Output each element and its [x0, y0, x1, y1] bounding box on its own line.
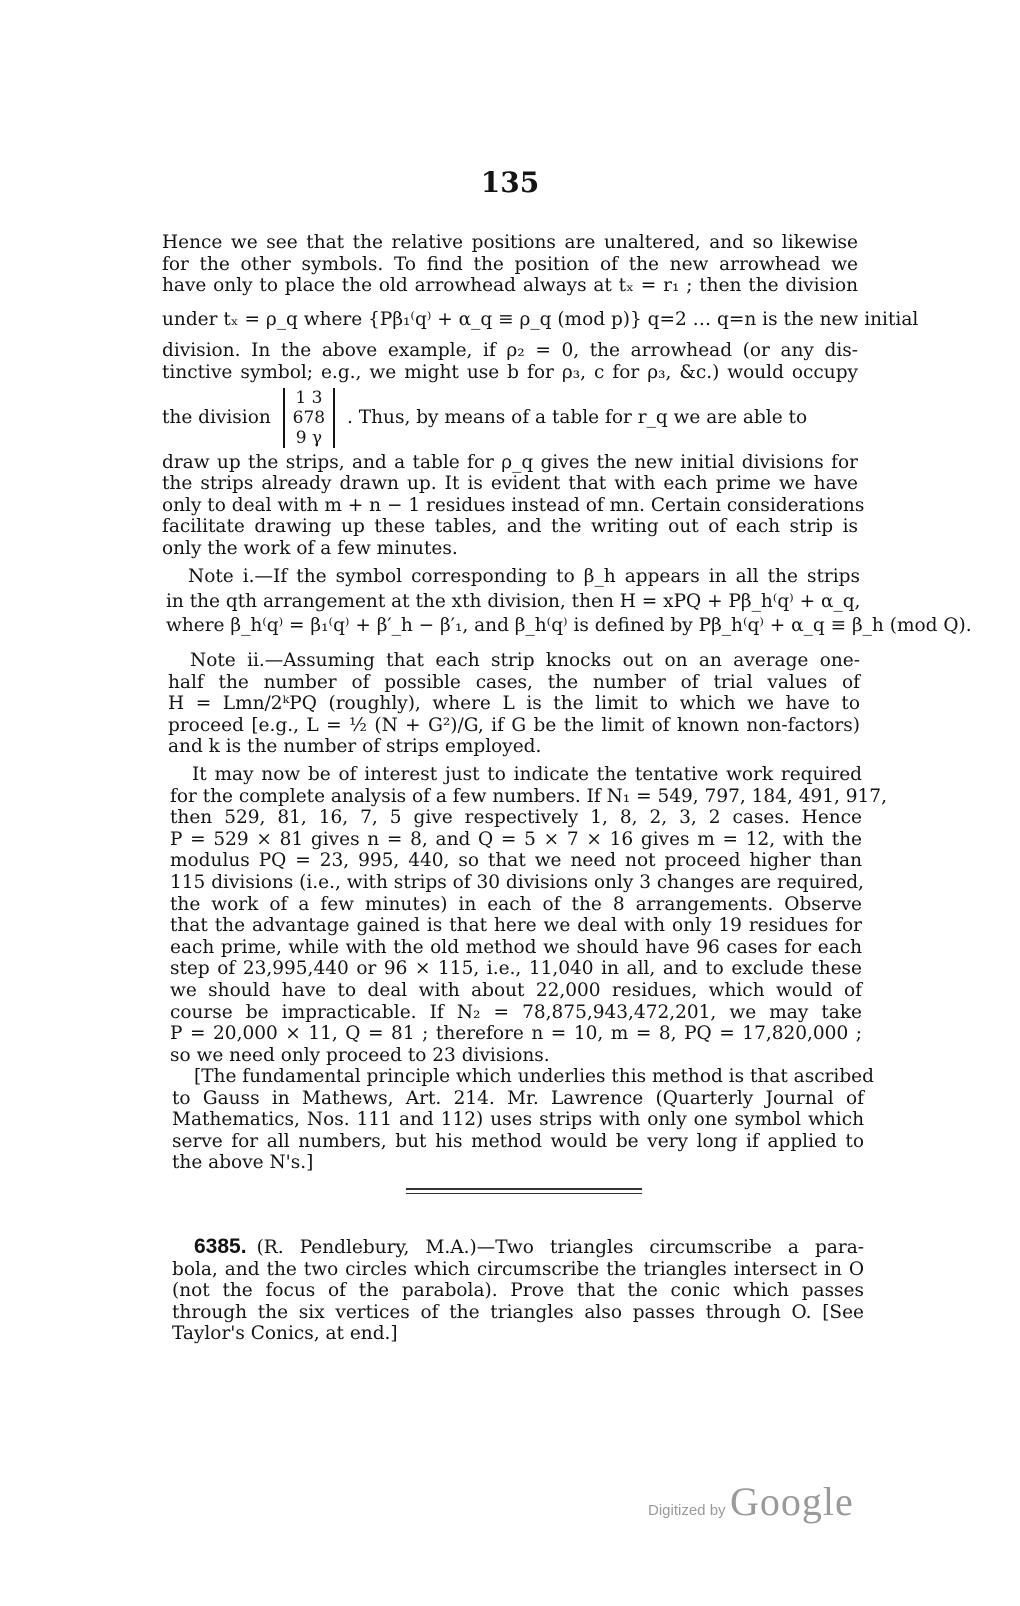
- text-line: P = 20,000 × 11, Q = 81 ; therefore n = 10, m = 8, PQ = 17,820,000 ;: [170, 1023, 862, 1045]
- text-line: Hence we see that the relative positions are unaltered, and so likewise: [162, 232, 858, 253]
- google-watermark: [648, 1478, 854, 1525]
- section-divider: [406, 1193, 642, 1194]
- text-line: modulus PQ = 23, 995, 440, so that we need not proceed higher than: [170, 850, 862, 872]
- question-number: 6385.: [194, 1235, 247, 1258]
- text-line: division. In the above example, if ρ₂ = 0, the arrowhead (or any dis-: [162, 340, 858, 362]
- text-line: each prime, while with the old method we should have 96 cases for each: [170, 936, 862, 958]
- text-line: for the other symbols. To find the position of the new arrowhead we: [162, 253, 858, 275]
- division-matrix: [283, 388, 335, 448]
- text-line: in the qth arrangement at the xth division, then H = xPQ + Pβ_h⁽q⁾ + α_q,: [166, 590, 861, 612]
- text-line: half the number of possible cases, the number of trial values of: [168, 671, 860, 693]
- matrix-line: [162, 388, 858, 448]
- text-fragment: . Thus, by means of a table for r_q we are able to: [347, 406, 808, 428]
- text-line: P = 529 × 81 gives n = 8, and Q = 5 × 7 × 16 gives m = 12, with the: [170, 828, 862, 850]
- text-line: so we need only proceed to 23 divisions.: [170, 1044, 550, 1066]
- text-line: that the advantage gained is that here we deal with only 19 residues for: [170, 915, 862, 937]
- note-i: [166, 566, 972, 637]
- text-line: the strips already drawn up. It is evident that with each prime we have: [162, 473, 858, 495]
- text-line: 115 divisions (i.e., with strips of 30 divisions only 3 changes are required,: [170, 871, 864, 893]
- bracket-paragraph: [172, 1066, 874, 1174]
- text-line: (not the focus of the parabola). Prove that the conic which passes: [172, 1280, 864, 1302]
- text-line: [The fundamental principle which underlies this method is that ascribed: [194, 1066, 874, 1087]
- text-line: proceed [e.g., L = ½ (N + G²)/G, if G be the limit of known non-factors): [168, 714, 860, 736]
- text-line: tinctive symbol; e.g., we might use b for ρ₃, c for ρ₃, &c.) would occupy: [162, 361, 858, 383]
- body-paragraph: [162, 232, 919, 560]
- text-line: under tₓ = ρ_q where {Pβ₁⁽q⁾ + α_q ≡ ρ_q (mod p)} q=2 … q=n is the new initial: [162, 308, 919, 330]
- text-line: facilitate drawing up these tables, and the writing out of each strip is: [162, 516, 858, 538]
- matrix-row: 678: [292, 407, 326, 428]
- text-line: Note ii.—Assuming that each strip knocks out on an average one-: [190, 650, 860, 671]
- text-line: Taylor's Conics, at end.]: [172, 1323, 398, 1345]
- text-line: step of 23,995,440 or 96 × 115, i.e., 11,040 in all, and to exclude these: [170, 958, 862, 980]
- note-ii: [168, 650, 860, 758]
- text-fragment: the division: [162, 406, 271, 428]
- text-line: through the six vertices of the triangles also passes through O. [See: [172, 1301, 864, 1323]
- text-line: for the complete analysis of a few numbers. If N₁ = 549, 797, 184, 491, 917,: [170, 785, 887, 807]
- page-number: 135: [480, 166, 540, 199]
- text-line: to Gauss in Mathews, Art. 214. Mr. Lawrence (Quarterly Journal of: [172, 1087, 864, 1109]
- section-divider: [406, 1188, 642, 1190]
- google-logo: Google: [730, 1479, 854, 1524]
- text-line: only the work of a few minutes.: [162, 537, 458, 559]
- matrix-row: 9 γ: [295, 427, 323, 448]
- text-line: draw up the strips, and a table for ρ_q gives the new initial divisions for: [162, 451, 858, 473]
- text-line: where β_h⁽q⁾ = β₁⁽q⁾ + β′_h − β′₁, and β_h⁽q⁾ is defined by Pβ_h⁽q⁾ + α_q ≡ β_h (mod Q).: [166, 615, 972, 637]
- text-line: serve for all numbers, but his method would be very long if applied to: [172, 1130, 864, 1152]
- question-first-line: [172, 1236, 864, 1259]
- text-line: bola, and the two circles which circumscribe the triangles intersect in O: [172, 1258, 864, 1280]
- text-line: have only to place the old arrowhead always at tₓ = r₁ ; then the division: [162, 275, 858, 297]
- text-line: the work of a few minutes) in each of the 8 arrangements. Observe: [170, 893, 862, 915]
- analysis-paragraph: [170, 764, 887, 1066]
- text-line: Note i.—If the symbol corresponding to β_h appears in all the strips: [188, 566, 860, 587]
- text-line: we should have to deal with about 22,000 residues, which would of: [170, 979, 862, 1001]
- text-line: It may now be of interest just to indicate the tentative work required: [192, 764, 862, 785]
- text-line: course be impracticable. If N₂ = 78,875,943,472,201, we may take: [170, 1001, 862, 1023]
- text-line: and k is the number of strips employed.: [168, 736, 542, 758]
- text-line: then 529, 81, 16, 7, 5 give respectively 1, 8, 2, 3, 2 cases. Hence: [170, 807, 862, 829]
- text-line: H = Lmn/2ᵏPQ (roughly), where L is the limit to which we have to: [168, 693, 860, 715]
- text-line: only to deal with m + n − 1 residues instead of mn. Certain considerations: [162, 494, 865, 516]
- text-line: the above N's.]: [172, 1152, 314, 1174]
- matrix-row: 1 3: [295, 387, 323, 408]
- watermark-prefix: Digitized by: [648, 1502, 726, 1519]
- question-6385: [172, 1236, 864, 1345]
- text-line: (R. Pendlebury, M.A.)—Two triangles circumscribe a para-: [256, 1237, 864, 1258]
- text-line: Mathematics, Nos. 111 and 112) uses strips with only one symbol which: [172, 1109, 864, 1131]
